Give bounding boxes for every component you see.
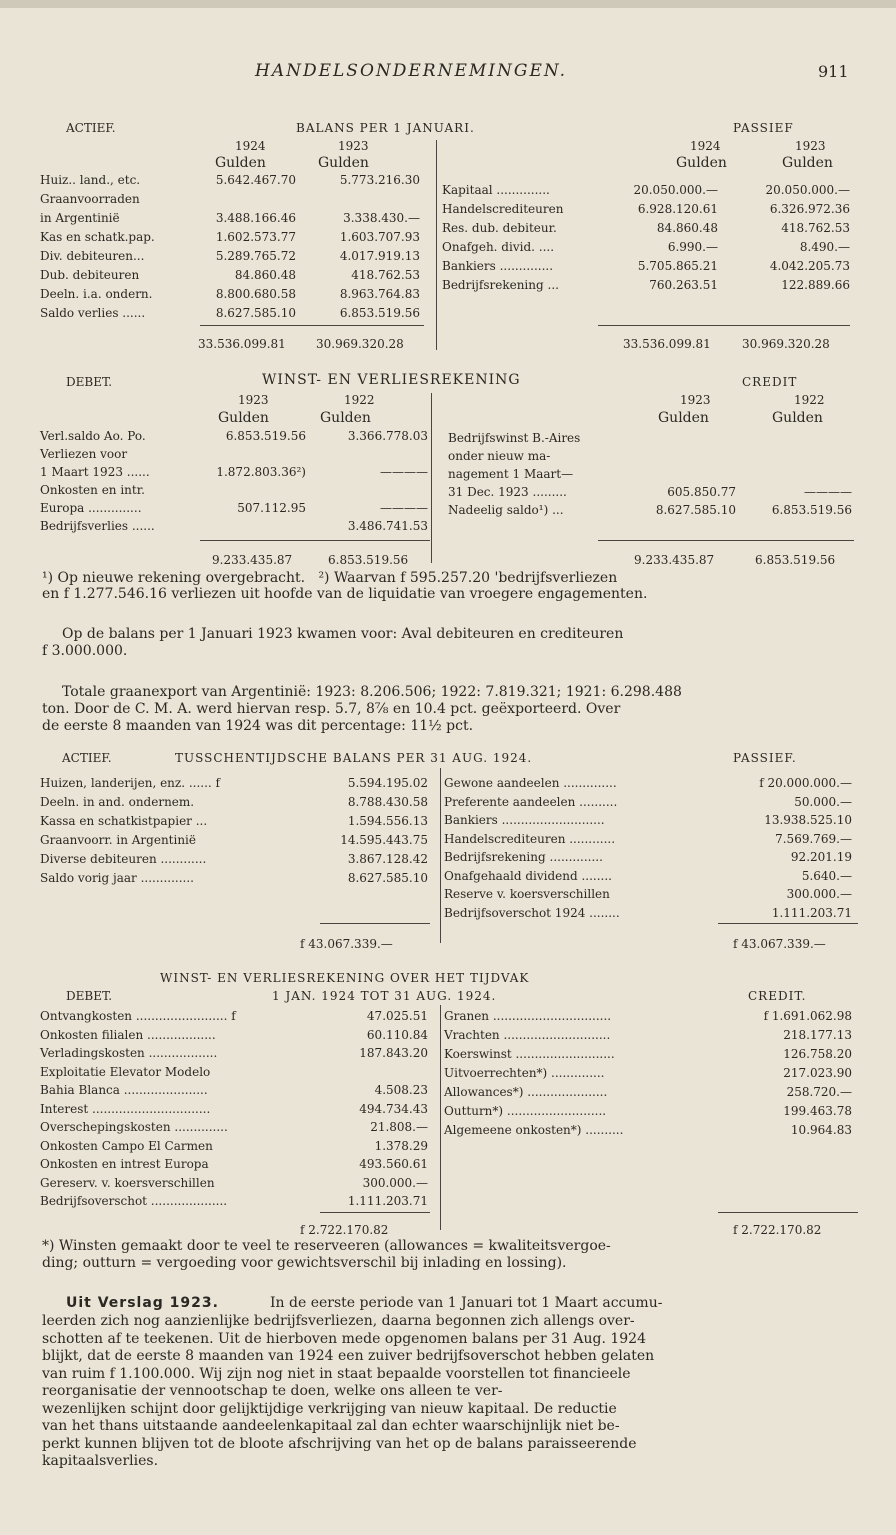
tussen-left-value: 8.627.585.10 [347,871,428,885]
balans-actief-label: ACTIEF. [66,121,116,135]
winst2-right-value: 217.023.90 [783,1066,852,1080]
tussen-actief-label: ACTIEF. [62,751,112,765]
winst2-right-value: 126.758.20 [783,1047,852,1061]
tussen-right-label: Bedrijfsrekening .............. [444,850,603,864]
balans-right-value-1: 6.928.120.61 [637,202,718,216]
tussen-left-label: Deeln. in and. ondernem. [40,795,195,809]
tussen-right-label: Reserve v. koersverschillen [444,887,610,901]
tussen-right-value: 50.000.— [794,794,852,809]
winst1-year-l2: 1922 [344,393,375,407]
verslag-line: reorganisatie der vennootschap te doen, welke ons alleen te ver- [42,1383,503,1399]
verslag-line: van het thans uitstaande aandeelenkapitaal zal dan echter waarschijnlijk niet be- [42,1418,620,1434]
tussen-right-label: Preferente aandeelen .......... [444,794,618,809]
winst1-year-r1: 1923 [680,393,711,407]
winst1-year-l1: 1923 [238,393,269,407]
balans-left-value-2: 418.762.53 [351,268,420,282]
winst1-right-label: Bedrijfswinst B.-Aires [448,431,581,445]
winst2-left-label: Verladingskosten .................. [40,1046,218,1060]
tussen-right-value: 7.569.769.— [775,831,852,846]
tussen-right-value: 5.640.— [801,868,852,883]
winst2-left-label: Overschepingskosten .............. [40,1120,228,1134]
balans-total-right-2: 30.969.320.28 [742,337,830,351]
winst1-unit-r2: Gulden [772,410,823,426]
winst2-right-value: 218.177.13 [783,1028,852,1042]
tussen-right-label: Bankiers ........................... [444,813,605,827]
balans-left-value-2: 8.963.764.83 [339,287,420,301]
winst1-right-label: Nadeelig saldo¹) ... [448,503,564,517]
tussen-total-rule-right [718,923,858,924]
winst1-left-label: Verliezen voor [40,447,128,461]
balans-year-r2: 1923 [795,139,826,153]
balans-right-value-1: 760.263.51 [649,278,718,292]
winst2-left-label: Onkosten Campo El Carmen [40,1138,213,1153]
balans-right-value-2: 20.050.000.— [765,183,850,197]
tussen-total-rule-left [320,923,430,924]
balans-right-value-2: 122.889.66 [781,278,850,292]
winst1-right-label: 31 Dec. 1923 ......... [448,485,567,499]
winst1-right-label: onder nieuw ma- [448,449,551,463]
tussen-right-label: Bedrijfsoverschot 1924 ........ [444,905,620,920]
winst1-total-right-2: 6.853.519.56 [755,553,836,567]
balans-right-label: Bankiers .............. [442,259,554,273]
winst1-title: WINST- EN VERLIESREKENING [262,372,521,388]
winst1-unit-l1: Gulden [218,410,269,426]
winst2-right-value: 199.463.78 [783,1104,852,1118]
winst1-left-value-1: 1.872.803.36²) [216,465,306,479]
winst1-total-rule-left [200,540,430,541]
winst2-right-label: Granen ............................... [444,1009,612,1023]
tussen-left-value: 5.594.195.02 [347,776,428,790]
winst2-left-label: Bahia Blanca ...................... [40,1083,208,1097]
balans-total-left-1: 33.536.099.81 [198,337,286,351]
winst1-left-value-2: ———— [380,501,428,515]
balans-right-value-1: 20.050.000.— [633,183,718,197]
winst1-footnote-1: ¹) Op nieuwe rekening overgebracht. ²) Waarvan f 595.257.20 'bedrijfsverliezen [42,570,618,586]
winst2-footnote-2: ding; outturn = vergoeding voor gewichtsverschil bij inlading en lossing). [42,1255,567,1271]
balans-unit-l2: Gulden [318,155,369,171]
winst2-left-value: 493.560.61 [359,1157,428,1171]
balans-left-value-1: 8.800.680.58 [215,287,296,301]
winst2-left-value: 187.843.20 [359,1046,428,1060]
winst1-right-value-2: ———— [804,485,852,499]
balans-year-r1: 1924 [690,139,721,153]
running-header-title: HANDELSONDERNEMINGEN. [255,61,568,81]
balans-right-value-1: 5.705.865.21 [637,259,718,273]
tussen-left-value: 8.788.430.58 [347,795,428,809]
balans-unit-r1: Gulden [676,155,727,171]
balans-left-value-2: 5.773.216.30 [339,173,420,187]
balans-left-value-2: 3.338.430.— [343,211,420,225]
winst1-total-left-2: 6.853.519.56 [328,553,409,567]
para-export-line-3: de eerste 8 maanden van 1924 was dit percentage: 11½ pct. [42,718,474,734]
balans-left-label: Kas en schatk.pap. [40,230,155,244]
balans-right-label: Onafgeh. divid. .... [442,240,555,254]
winst2-left-label: Onkosten filialen .................. [40,1027,216,1042]
balans-left-value-1: 5.289.765.72 [215,249,296,263]
balans-left-value-2: 6.853.519.56 [339,306,420,320]
winst2-left-value: 21.808.— [370,1120,428,1134]
winst2-right-value: f 1.691.062.98 [763,1009,852,1023]
tussen-right-value: 13.938.525.10 [764,813,852,827]
winst1-unit-r1: Gulden [658,410,709,426]
balans-left-label: in Argentinië [40,211,120,225]
balans-right-value-2: 4.042.205.73 [769,259,850,273]
tussen-right-label: Gewone aandeelen .............. [444,776,617,790]
winst2-left-value: 494.734.43 [359,1101,428,1116]
tussen-right-value: 1.111.203.71 [771,905,852,920]
winst1-left-label: Bedrijfsverlies ...... [40,519,155,533]
balans-unit-l1: Gulden [215,155,266,171]
verslag-line: leerden zich nog aanzienlijke bedrijfsverliezen, daarna begonnen zich allengs over- [42,1313,635,1329]
balans-left-label: Huiz.. land., etc. [40,173,141,187]
winst2-left-label: Gereserv. v. koersverschillen [40,1175,215,1190]
balans-left-label: Graanvoorraden [40,192,140,206]
winst2-left-value: 300.000.— [362,1175,428,1190]
winst2-footnote-1: *) Winsten gemaakt door te veel te reserveeren (allowances = kwaliteitsvergoe- [42,1238,611,1254]
winst2-total-rule-left [320,1212,430,1213]
winst2-left-value: 1.111.203.71 [347,1194,428,1208]
page-number: 911 [818,62,849,81]
winst1-right-value-2: 6.853.519.56 [771,503,852,517]
winst2-right-value: 258.720.— [786,1085,852,1099]
winst2-title-1: WINST- EN VERLIESREKENING OVER HET TIJDVAK [160,971,530,985]
winst2-total-right: f 2.722.170.82 [733,1223,822,1237]
tussen-left-label: Kassa en schatkistpapier ... [40,814,208,828]
balans-left-value-1: 5.642.467.70 [215,173,296,187]
winst2-left-label: Onkosten en intrest Europa [40,1157,209,1171]
balans-year-l2: 1923 [338,139,369,153]
winst2-left-value: 60.110.84 [366,1027,428,1042]
balans-title: BALANS PER 1 JANUARI. [296,121,475,135]
winst2-right-label: Uitvoerrechten*) .............. [444,1066,605,1080]
balans-right-value-2: 418.762.53 [781,221,850,235]
winst1-left-value-1: 6.853.519.56 [225,429,306,443]
verslag-first-line: In de eerste periode van 1 Januari tot 1 Maart accumu- [270,1295,663,1311]
tussen-right-value: 92.201.19 [790,850,852,864]
winst1-debet-label: DEBET. [66,375,113,389]
tussen-right-label: Handelscrediteuren ............ [444,831,616,846]
winst1-right-value-1: 605.850.77 [667,485,736,499]
tussen-total-right: f 43.067.339.— [733,937,826,951]
winst2-right-value: 10.964.83 [790,1123,852,1137]
tussen-left-label: Graanvoorr. in Argentinië [40,833,196,847]
winst2-debet-label: DEBET. [66,989,113,1003]
para-export-line-2: ton. Door de C. M. A. werd hiervan resp. 5.7, 8⅞ en 10.4 pct. geëxporteerd. Over [42,701,621,717]
tussen-left-label: Diverse debiteuren ............ [40,852,207,866]
winst1-total-right-1: 9.233.435.87 [634,553,715,567]
winst2-total-left: f 2.722.170.82 [300,1223,389,1237]
tussen-right-value: f 20.000.000.— [759,776,852,790]
winst1-right-label: nagement 1 Maart— [448,467,574,481]
winst1-left-value-2: ———— [380,465,428,479]
balans-left-value-2: 1.603.707.93 [339,230,420,244]
balans-left-value-1: 3.488.166.46 [215,211,296,225]
balans-passief-label: PASSIEF [733,121,794,135]
balans-divider [436,140,437,350]
balans-right-label: Bedrijfsrekening ... [442,278,559,292]
balans-left-value-1: 8.627.585.10 [215,306,296,320]
tussen-title: TUSSCHENTIJDSCHE BALANS PER 31 AUG. 1924. [175,751,533,765]
winst2-right-label: Vrachten ............................ [444,1028,611,1042]
winst2-left-label: Ontvangkosten ........................ f [40,1009,236,1023]
tussen-left-value: 14.595.443.75 [340,833,428,847]
balans-left-label: Deeln. i.a. ondern. [40,287,153,301]
winst1-left-value-2: 3.486.741.53 [347,519,428,533]
winst2-left-label: Bedrijfsoverschot .................... [40,1194,228,1208]
tussen-left-value: 3.867.128.42 [347,852,428,866]
winst2-title-2: 1 JAN. 1924 TOT 31 AUG. 1924. [272,989,497,1003]
winst2-right-label: Outturn*) .......................... [444,1104,607,1118]
winst2-left-label: Interest ............................... [40,1101,211,1116]
balans-right-value-2: 8.490.— [799,240,850,254]
winst1-unit-l2: Gulden [320,410,371,426]
winst1-left-value-2: 3.366.778.03 [347,429,428,443]
winst2-total-rule-right [718,1212,858,1213]
winst1-footnote-2: en f 1.277.546.16 verliezen uit hoofde van de liquidatie van vroegere engagementen. [42,586,648,602]
tussen-left-value: 1.594.556.13 [347,814,428,828]
verslag-line: kapitaalsverlies. [42,1453,159,1469]
tussen-left-label: Saldo vorig jaar .............. [40,871,194,885]
para-aval-line-1: Op de balans per 1 Januari 1923 kwamen voor: Aval debiteuren en crediteuren [62,626,624,642]
winst1-year-r2: 1922 [794,393,825,407]
winst1-total-left-1: 9.233.435.87 [212,553,293,567]
para-aval-line-2: f 3.000.000. [42,643,128,659]
winst2-left-value: 4.508.23 [374,1083,428,1097]
winst1-left-value-1: 507.112.95 [237,501,306,515]
scan-edge [0,0,896,8]
balans-year-l1: 1924 [235,139,266,153]
winst1-left-label: Onkosten en intr. [40,483,145,497]
winst2-credit-label: CREDIT. [748,989,807,1003]
tussen-passief-label: PASSIEF. [733,751,797,765]
tussen-right-value: 300.000.— [786,887,852,901]
verslag-line: perkt kunnen blijven tot de bloote afschrijving van het op de balans paraisseerende [42,1435,637,1452]
tussen-right-label: Onafgehaald dividend ........ [444,868,612,883]
balans-total-rule-right [598,325,850,326]
winst2-right-label: Algemeene onkosten*) .......... [444,1123,624,1137]
winst1-total-rule-right [598,540,854,541]
balans-right-label: Res. dub. debiteur. [442,221,557,235]
tussen-divider [440,768,441,943]
winst1-right-value-1: 8.627.585.10 [655,503,736,517]
balans-left-value-1: 84.860.48 [234,268,296,282]
balans-right-value-1: 6.990.— [667,240,718,254]
winst1-credit-label: CREDIT [742,375,798,389]
winst2-left-value: 1.378.29 [374,1138,428,1153]
winst1-left-label: Verl.saldo Ao. Po. [40,429,146,443]
balans-right-label: Kapitaal .............. [442,183,550,197]
balans-left-label: Dub. debiteuren [40,268,140,282]
verslag-heading: Uit Verslag 1923. [66,1295,219,1311]
balans-left-label: Div. debiteuren... [40,249,145,263]
balans-left-value-2: 4.017.919.13 [339,249,420,263]
verslag-line: van ruim f 1.100.000. Wij zijn nog niet in staat bepaalde voorstellen tot financieele [42,1365,631,1382]
balans-left-value-1: 1.602.573.77 [215,230,296,244]
balans-right-label: Handelscrediteuren [442,202,564,216]
balans-total-rule-left [200,325,424,326]
winst1-left-label: Europa .............. [40,501,142,515]
tussen-left-label: Huizen, landerijen, enz. ...... f [40,776,220,790]
balans-unit-r2: Gulden [782,155,833,171]
balans-total-right-1: 33.536.099.81 [623,337,711,351]
winst2-right-label: Allowances*) ..................... [444,1085,608,1099]
winst1-divider [431,393,432,563]
balans-right-value-2: 6.326.972.36 [769,202,850,216]
verslag-line: wezenlijken schijnt door gelijktijdige verkrijging van nieuw kapitaal. De reductie [42,1400,617,1417]
balans-right-value-1: 84.860.48 [656,221,718,235]
verslag-line: blijkt, dat de eerste 8 maanden van 1924 een zuiver bedrijfsoverschot hebben gelaten [42,1348,655,1364]
winst2-right-label: Koerswinst .......................... [444,1047,615,1061]
balans-left-label: Saldo verlies ...... [40,306,146,320]
winst1-left-label: 1 Maart 1923 ...... [40,465,150,479]
winst2-left-value: 47.025.51 [366,1009,428,1023]
tussen-total-left: f 43.067.339.— [300,937,393,951]
para-export-line-1: Totale graanexport van Argentinië: 1923: 8.206.506; 1922: 7.819.321; 1921: 6.298.488 [62,684,682,700]
winst2-divider [440,1005,441,1230]
winst2-left-label: Exploitatie Elevator Modelo [40,1064,211,1079]
verslag-line: schotten af te teekenen. Uit de hierboven mede opgenomen balans per 31 Aug. 1924 [42,1330,646,1347]
balans-total-left-2: 30.969.320.28 [316,337,404,351]
